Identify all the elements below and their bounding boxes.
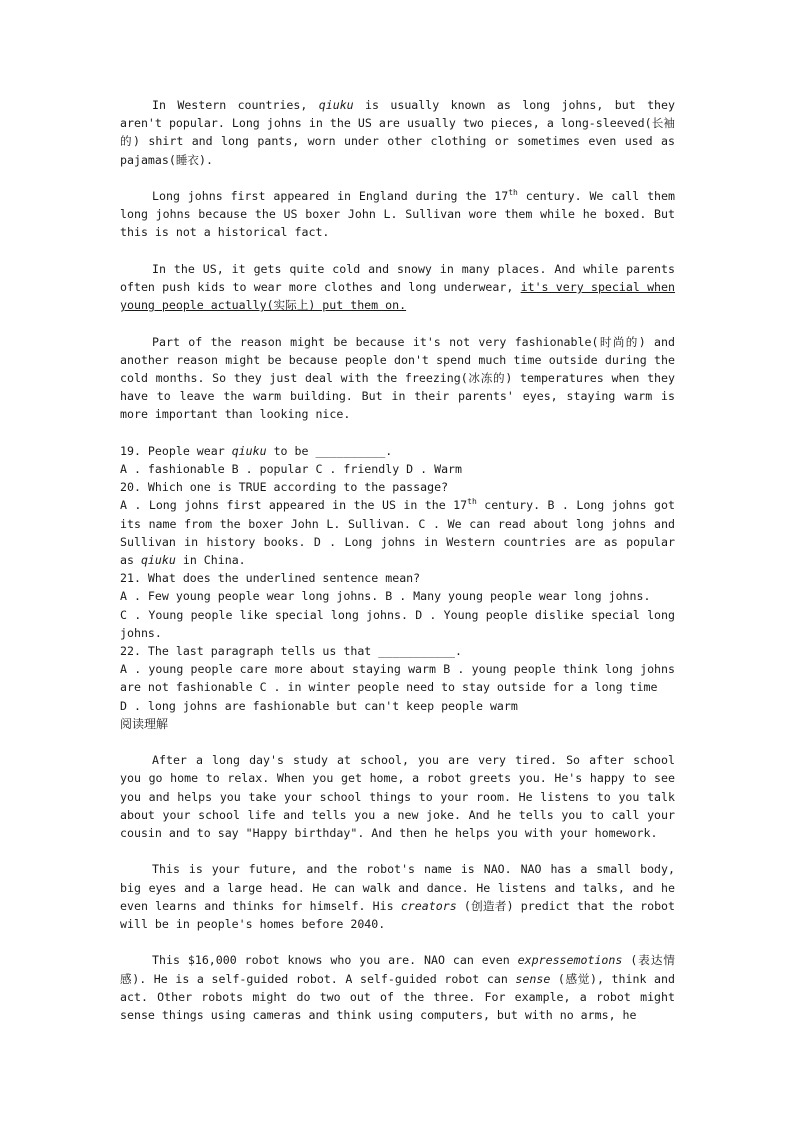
passage1-paragraph-4: Part of the reason might be because it's not very fashionable(时尚的) and another reason might be because people don't spend much time outside during the cold months. So they just deal with the freezing(冰冻的) temperatures when they have to leave the warm building. But in their parents' eyes, staying warm is more important than looking nice.	[120, 334, 675, 422]
passage1-paragraph-1: In Western countries, qiuku is usually known as long johns, but they aren't popular. Long johns in the US are usually two pieces, a long-sleeved(长袖的) shirt and long pants, worn under other clothing or sometimes even used as pajamas(睡衣).	[120, 98, 675, 167]
term-qiuku: qiuku	[140, 553, 176, 568]
question-20-options: A . Long johns first appeared in the US in the 17th century. B . Long johns got its name from the boxer John L. Sullivan. C . We can read about long johns and Sullivan in history books. D . Long johns in Western countries are as popular as qiuku in China.	[120, 497, 675, 568]
question-19-options: A . fashionable B . popular C . friendly D . Warm	[120, 462, 463, 476]
question-block	[120, 442, 675, 715]
passage1-paragraph-3: In the US, it gets quite cold and snowy in many places. And while parents often push kids to wear more clothes and long underwear, it's very special when young people actually(实际上) put them on.	[120, 261, 675, 313]
question-21-options-a: A . Few young people wear long johns. B . Many young people wear long johns.	[120, 589, 651, 604]
question-21-stem: 21. What does the underlined sentence mean?	[120, 571, 421, 586]
document-page	[120, 96, 675, 1042]
question-20-stem: 20. Which one is TRUE according to the passage?	[120, 480, 449, 495]
passage2-paragraph-2: This is your future, and the robot's name is NAO. NAO has a small body, big eyes and a large head. He can walk and dance. He listens and talks, and he even learns and thinks for himself. His creators (创造者) predict that the robot will be in people's homes before 2040.	[120, 862, 676, 932]
question-22-options-b: D . long johns are fashionable but can't keep people warm	[120, 698, 518, 713]
passage2-paragraph-3: This $16,000 robot knows who you are. NAO can even expressemotions (表达情感). He is a self-guided robot. A self-guided robot can sense (感觉), think and act. Other robots might do two out of the three. For example, a robot might sense things using cameras and think using computers, but with no arms, he	[120, 953, 675, 1023]
passage2-paragraph-1: After a long day's study at school, you are very tired. So after school you go home to relax. When you get home, a robot greets you. He's happy to see you and helps you take your school things to your room. He listens to you talk about your school life and tells you a new joke. And he tells you to call your cousin and to say "Happy birthday". And then he helps you with your homework.	[120, 753, 675, 841]
question-22-options-a: A . young people care more about staying warm B . young people think long johns are not fashionable C . in winter people need to stay outside for a long time	[120, 662, 675, 695]
underlined-sentence: it's very special when young people actually(实际上) put them on.	[120, 280, 675, 313]
section-heading: 阅读理解	[120, 716, 169, 731]
term-qiuku: qiuku	[231, 443, 267, 458]
term-qiuku: qiuku	[318, 98, 354, 112]
question-19-stem: 19. People wear qiuku to be __________.	[120, 443, 393, 458]
question-22-stem: 22. The last paragraph tells us that ___________.	[120, 644, 463, 659]
term-sense: sense	[515, 971, 551, 986]
term-creators: creators	[400, 898, 457, 913]
superscript-th: th	[467, 497, 477, 507]
superscript-th: th	[508, 188, 518, 198]
question-21-options-b: C . Young people like special long johns. D . Young people dislike special long johns.	[120, 607, 675, 640]
passage1-paragraph-2: Long johns first appeared in England during the 17th century. We call them long johns because the US boxer John L. Sullivan wore them while he boxed. But this is not a historical fact.	[120, 188, 675, 240]
term-expressemotions: expressemotions	[517, 953, 623, 968]
